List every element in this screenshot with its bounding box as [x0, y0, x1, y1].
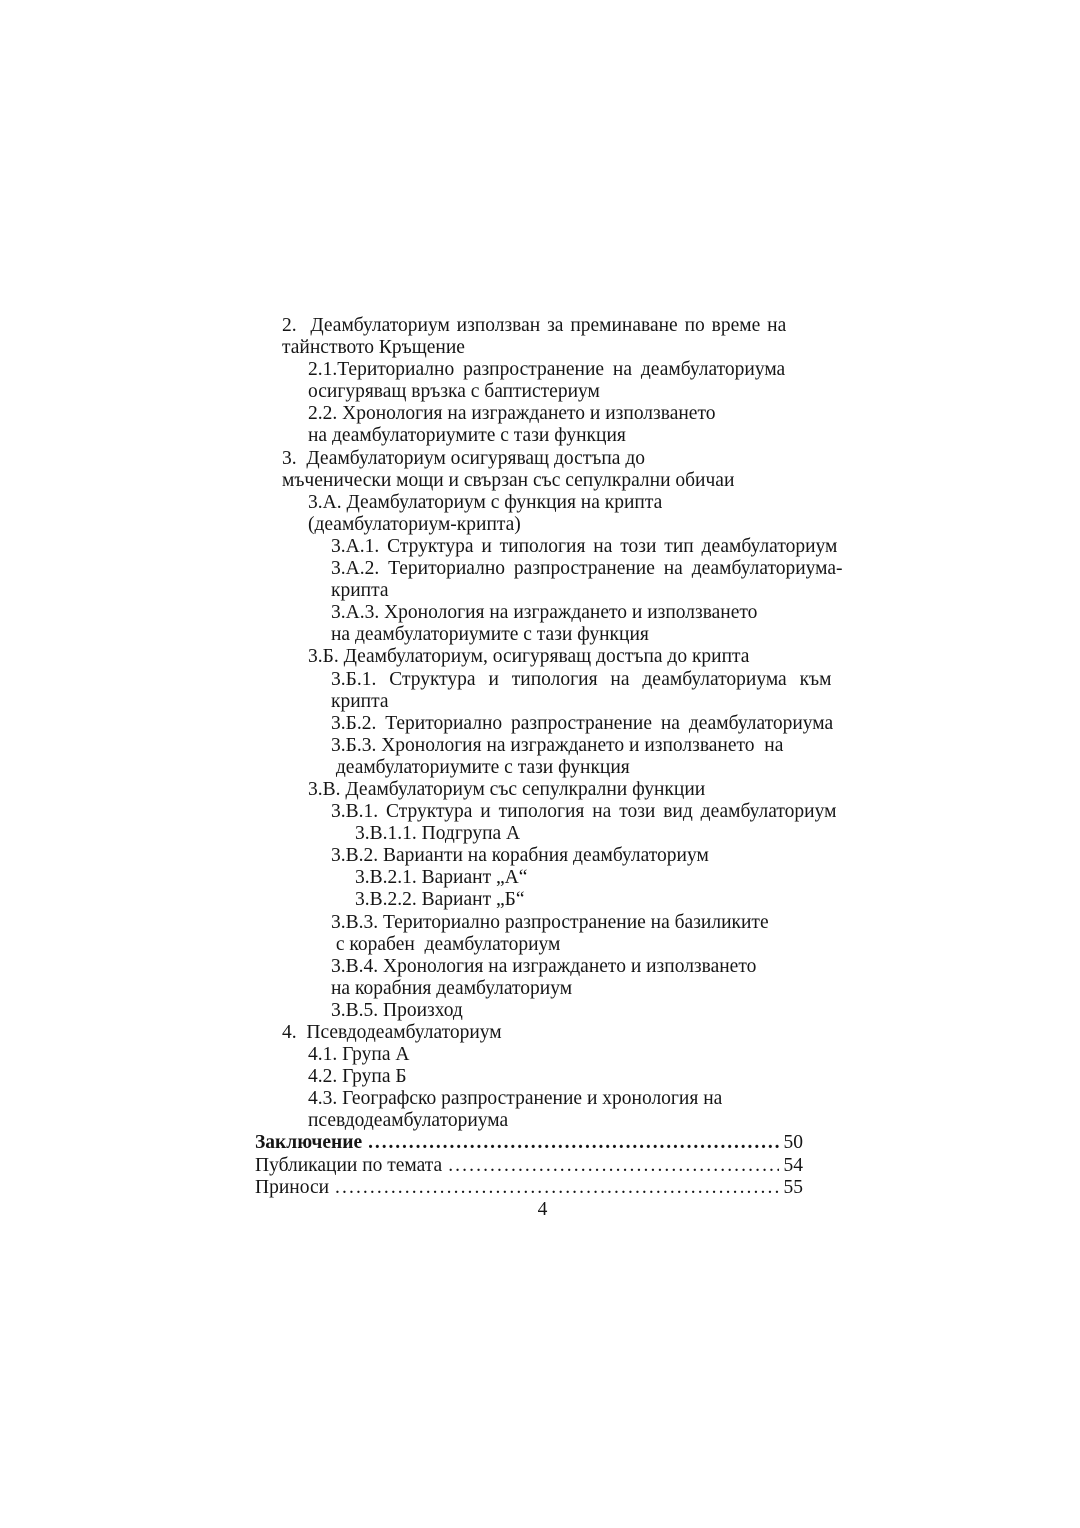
toc-line: 3.Б.3. Хронология на изграждането и използването на	[331, 734, 784, 756]
toc-line: 3.В.3. Териториално разпространение на базиликите	[331, 911, 769, 933]
toc-line: мъченически мощи и свързан със сепулкрални обичаи	[282, 469, 735, 491]
toc-line: (деамбулаториум-крипта)	[308, 513, 521, 535]
toc-line: 3.А.1. Структура и типология на този тип деамбулаториум	[331, 535, 838, 557]
toc-entry-page: 55	[783, 1176, 803, 1198]
toc-line: 3.В.4. Хронология на изграждането и използването	[331, 955, 757, 977]
toc-line: 3.В. Деамбулаториум със сепулкрални функции	[308, 778, 706, 800]
dot-leader	[368, 1132, 778, 1154]
toc-entry-label: Приноси	[255, 1176, 330, 1198]
toc-line: 3.А. Деамбулаториум с функция на крипта	[308, 491, 663, 513]
toc-line: 2. Деамбулаториум използван за преминаване по време на	[282, 315, 787, 336]
toc-entry-page: 50	[783, 1132, 803, 1154]
toc-line: осигуряващ връзка с баптистериум	[308, 381, 600, 403]
toc-line: крипта	[331, 580, 389, 602]
toc-line: 3.В.2. Варианти на корабния деамбулаториум	[331, 845, 709, 867]
toc-line: 4.1. Група А	[308, 1044, 410, 1066]
toc-line: 3.Б. Деамбулаториум, осигуряващ достъпа до крипта	[308, 646, 750, 668]
toc-line: с корабен деамбулаториум	[331, 933, 561, 955]
toc-line: на корабния деамбулаториум	[331, 977, 573, 999]
toc-line: 3. Деамбулаториум осигуряващ достъпа до	[282, 447, 646, 469]
toc-line: тайнството Кръщение	[282, 337, 465, 359]
toc-line: 4. Псевдодеамбулаториум	[282, 1022, 502, 1043]
toc-line: 2.1.Териториално разпространение на деамбулаториума	[308, 359, 786, 381]
toc-line: 2.2. Хронология на изграждането и използването	[308, 403, 716, 425]
toc-entry-contributions	[255, 1177, 803, 1199]
toc-line: псевдодеамбулаториума	[308, 1110, 509, 1132]
toc-line: 3.В.1.1. Подгрупа А	[355, 823, 521, 845]
toc-entry-label: Заключение	[255, 1132, 363, 1154]
toc-line: 3.В.1. Структура и типология на този вид деамбулаториум	[331, 801, 837, 823]
toc-content	[255, 315, 843, 1199]
toc-line: 3.В.5. Произход	[331, 999, 463, 1021]
toc-entry-publications	[255, 1155, 803, 1177]
toc-line: деамбулаториумите с тази функция	[331, 756, 630, 778]
toc-line: 4.2. Група Б	[308, 1066, 407, 1088]
page-number: 4	[537, 1199, 548, 1220]
toc-line: 3.В.2.2. Вариант „Б“	[355, 889, 525, 911]
toc-line: на деамбулаториумите с тази функция	[331, 624, 649, 646]
toc-line: 3.Б.1. Структура и типология на деамбулаториума към	[331, 668, 832, 690]
toc-line: 3.А.2. Териториално разпространение на деамбулаториума-	[331, 558, 843, 580]
dot-leader	[335, 1177, 778, 1199]
toc-entry-page: 54	[783, 1154, 803, 1176]
toc-line: 4.3. Географско разпространение и хронология на	[308, 1088, 723, 1110]
toc-entry-label: Публикации по темата	[255, 1154, 443, 1176]
toc-line: 3.А.3. Хронология на изграждането и използването	[331, 602, 758, 624]
toc-line: крипта	[331, 690, 389, 712]
toc-line: на деамбулаториумите с тази функция	[308, 425, 626, 447]
toc-line: 3.Б.2. Териториално разпространение на деамбулаториума	[331, 712, 834, 734]
dot-leader	[448, 1155, 778, 1177]
toc-line: 3.В.2.1. Вариант „А“	[355, 867, 528, 889]
toc-entry-conclusion	[255, 1132, 803, 1154]
